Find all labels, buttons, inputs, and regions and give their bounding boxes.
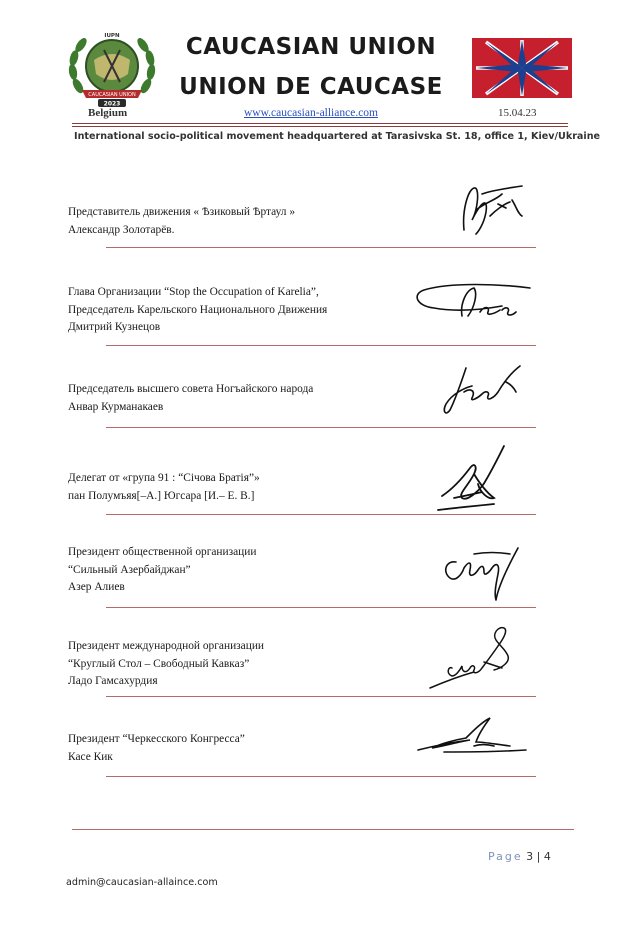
signatory-line: “Сильный Азербайджан” xyxy=(68,563,191,576)
logo-year: 2023 xyxy=(103,100,121,108)
header-rule xyxy=(72,123,568,124)
signature-image xyxy=(410,276,538,324)
document-date: 15.04.23 xyxy=(498,107,537,119)
title-line-1: CAUCASIAN UNION xyxy=(185,34,437,60)
website-link[interactable]: www.caucasian-alliance.com xyxy=(244,107,378,119)
signatory-line: Александр Золотарёв. xyxy=(68,223,175,236)
header-location: Belgium xyxy=(88,107,128,119)
logo-ribbon-text: CAUCASIAN UNION xyxy=(88,92,136,98)
signature-image xyxy=(414,712,534,760)
signatory-line: Президент “Черкесского Конгресса” xyxy=(68,733,245,745)
signatory-line: Дмитрий Кузнецов xyxy=(68,321,161,333)
union-flag-icon xyxy=(472,38,572,98)
signature-image xyxy=(436,358,528,420)
signature-rule xyxy=(106,514,536,515)
page-separator: | xyxy=(536,850,541,863)
signatory-line: Председатель Карельского Национального Движения xyxy=(68,303,328,316)
signatory-line: Президент общественной организации xyxy=(68,546,257,558)
contact-email[interactable]: admin@caucasian-allaince.com xyxy=(66,877,218,888)
page-number xyxy=(488,850,551,863)
signature-image xyxy=(452,180,532,240)
signatory-line: пан Полумъяя[–А.] Югсара [И.– Е. В.] xyxy=(68,489,255,502)
signatory-line: “Круглый Стол – Свободный Кавказ” xyxy=(68,657,250,670)
signature-rule xyxy=(106,247,536,248)
signatory-line: Ладо Гамсахурдия xyxy=(68,675,158,687)
header-rule xyxy=(72,126,568,127)
page-label: Page xyxy=(488,850,523,863)
signatory-line: Представитель движения « Ѣзиковый Ѣртаул » xyxy=(68,206,296,218)
signatory-line: Президент международной организации xyxy=(68,640,265,652)
signature-rule xyxy=(106,607,536,608)
signatory-line: Касе Кик xyxy=(68,750,113,763)
organization-tagline: International socio-political movement headquartered at Tarasivska St. 18, office 1, Kiev/Ukraine xyxy=(74,131,601,142)
signature-rule xyxy=(106,696,536,697)
signature-image xyxy=(434,540,530,604)
title-line-2: UNION DE CAUCASE xyxy=(179,74,443,100)
footer-rule xyxy=(72,829,574,830)
signatory-line: Азер Алиев xyxy=(68,581,125,593)
signature-rule xyxy=(106,776,536,777)
signature-rule xyxy=(106,345,536,346)
logo-top-text: IUPN xyxy=(104,33,120,39)
signatory-line: Делегат от «група 91 : “Січова Братія”» xyxy=(68,472,260,484)
organization-logo xyxy=(64,24,160,114)
signature-image xyxy=(424,622,520,694)
page-current: 3 xyxy=(526,850,534,863)
signatory-line: Глава Организации “Stop the Occupation of Karelia”, xyxy=(68,286,319,298)
signature-image xyxy=(434,440,514,516)
signature-rule xyxy=(106,427,536,428)
page-total: 4 xyxy=(543,850,551,863)
signatory-line: Анвар Курманакаев xyxy=(68,400,164,413)
signatory-line: Председатель высшего совета Ногъайского народа xyxy=(68,383,314,395)
